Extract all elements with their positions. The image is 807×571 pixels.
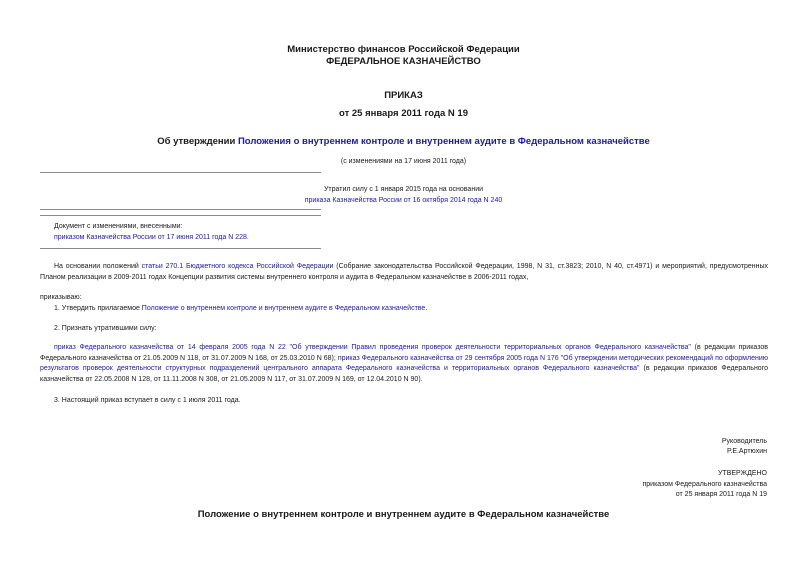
agency-name: ФЕДЕРАЛЬНОЕ КАЗНАЧЕЙСТВО bbox=[326, 56, 481, 67]
divider bbox=[40, 215, 321, 216]
approved-label: УТВЕРЖДЕНО bbox=[717, 470, 767, 477]
expired-basis-link[interactable]: приказа Казначейства России от 16 октября 2014 года N 240 bbox=[304, 197, 503, 204]
changes-order-link[interactable]: приказом Казначейства России от 17 июня 2011 года N 228 bbox=[54, 234, 247, 241]
item-2-text-1: (в редакции приказов Федерального казначейства от 21.05.2009 N 118, от 31.07.2009 N 168, от 25.03.2010 N 68); bbox=[40, 344, 768, 362]
order-176-link[interactable]: приказ Федерального казначейства от 29 сентября 2005 года N 176 "Об утверждении методических рекомендаций по оформлению результатов проверок деятельности структурных подразделений центрального аппарата Федерального казначейства и территориальных органов Федерального казначейства" bbox=[40, 354, 769, 372]
changes-line bbox=[54, 233, 249, 243]
title-prefix: Об утверждении bbox=[157, 136, 238, 147]
document-type: ПРИКАЗ bbox=[384, 90, 423, 101]
regulation-title: Положение о внутреннем контроле и внутреннем аудите в Федеральном казначействе bbox=[197, 509, 610, 520]
item-2-label: 2. Признать утратившими силу: bbox=[54, 325, 157, 332]
ministry-name: Министерство финансов Российской Федерации bbox=[287, 44, 520, 55]
approved-line-1: приказом Федерального казначейства bbox=[642, 481, 767, 488]
amendments-note: (с изменениями на 17 июня 2011 года) bbox=[340, 158, 467, 165]
changes-end: . bbox=[246, 234, 249, 241]
document-date-number: от 25 января 2011 года N 19 bbox=[339, 108, 468, 119]
budget-code-link[interactable]: статьи 270.1 Бюджетного кодекса Российской Федерации bbox=[141, 263, 334, 270]
basis-prefix: На основании положений bbox=[54, 263, 142, 270]
divider bbox=[40, 209, 321, 210]
title-regulation-link[interactable]: Положения о внутреннем контроле и внутреннем аудите в Федеральном казначействе bbox=[237, 136, 650, 147]
item-1-prefix: 1. Утвердить прилагаемое bbox=[54, 305, 142, 312]
divider bbox=[40, 248, 321, 249]
order-22-link[interactable]: приказ Федерального казначейства от 14 февраля 2005 года N 22 "Об утверждении Правил проведения проверок деятельности территориальных органов Федерального казначейства" bbox=[54, 344, 691, 351]
signatory-role: Руководитель bbox=[721, 438, 767, 445]
signatory-name: Р.Е.Артюхин bbox=[727, 448, 767, 455]
item-1 bbox=[54, 304, 427, 315]
order-word: приказываю: bbox=[40, 294, 82, 301]
item-1-end: . bbox=[425, 305, 428, 312]
item-2-text-2: (в редакции приказов Федерального казначейства от 22.05.2008 N 128, от 11.11.2008 N 308, от 21.05.2009 N 117, от 31.07.2009 N 169, от 12.04.2010 N 90). bbox=[40, 365, 768, 383]
basis-paragraph bbox=[40, 262, 768, 283]
regulation-link[interactable]: Положение о внутреннем контроле и внутреннем аудите в Федеральном казначействе bbox=[141, 305, 426, 312]
item-2-paragraph bbox=[40, 343, 768, 385]
document-title bbox=[0, 136, 807, 148]
divider bbox=[40, 172, 321, 173]
changes-label: Документ с изменениями, внесенными: bbox=[54, 223, 183, 230]
expired-note: Утратил силу с 1 января 2015 года на основании bbox=[323, 186, 484, 193]
basis-suffix: (Собрание законодательства Российской Федерации, 1998, N 31, ст.3823; 2010, N 40, ст.4971) и мероприятий, предусмотренных Планом реализации в 2009-2011 годах Концепции развития системы внутреннего контроля и аудита в Федеральном казначействе в 2006-2011 годах, bbox=[40, 263, 768, 281]
approved-line-2: от 25 января 2011 года N 19 bbox=[675, 491, 767, 498]
item-3: 3. Настоящий приказ вступает в силу с 1 июля 2011 года. bbox=[54, 397, 241, 404]
